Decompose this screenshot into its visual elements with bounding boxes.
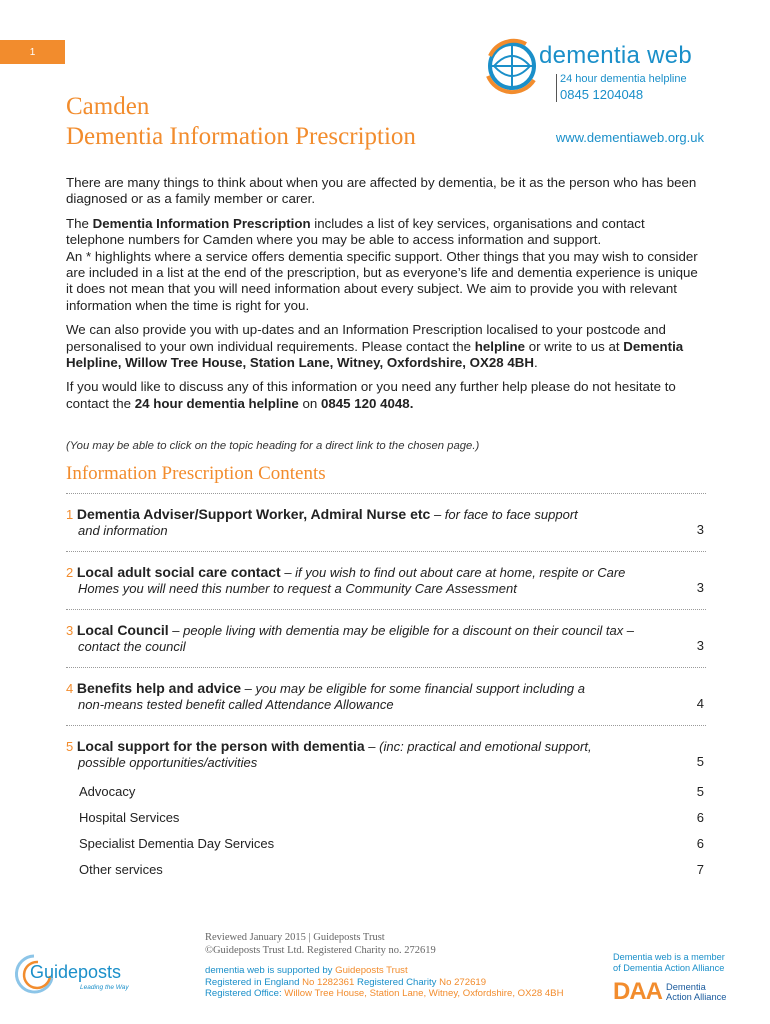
item-page: 4 [696, 696, 704, 711]
office-address: Willow Tree House, Station Lane, Witney, Oxfordshire, OX28 4BH [284, 988, 564, 999]
globe-icon [482, 36, 542, 96]
sub-item-day-services[interactable] [79, 835, 706, 861]
text: An * highlights where a service offers dementia specific support. Other things that you may wish to consider are included in a list at the end of the prescription, but as everyone’s life and dementia experience is unique it does not mean that you will need information about every subject. We aim to provide you with relevant information when the time is right for you. [66, 248, 698, 313]
link-note: (You may be able to click on the topic heading for a direct link to the chosen page.) [66, 440, 480, 453]
daa-membership [613, 952, 763, 1006]
contents-item-3[interactable] [66, 609, 706, 667]
sub-item-page: 6 [696, 836, 704, 851]
sub-item-hospital-services[interactable] [79, 809, 706, 835]
emphasis: helpline [474, 338, 525, 354]
item-page: 3 [696, 638, 704, 653]
item-number: 1 [66, 507, 74, 522]
contents-heading: Information Prescription Contents [66, 463, 326, 484]
daa-name [666, 982, 726, 1003]
reviewed-line: Reviewed January 2015 | Guideposts Trust [205, 932, 385, 943]
intro-paragraph-3 [66, 322, 706, 371]
item-page: 3 [696, 580, 704, 595]
text: . [533, 355, 538, 371]
logo-phone: 0845 1204048 [560, 87, 644, 102]
guideposts-logo [12, 948, 132, 998]
charity-number: No 272619 [439, 976, 487, 988]
item-description: – you may be eligible for some financial support including a [241, 681, 586, 696]
sub-item-advocacy[interactable] [79, 783, 706, 809]
page-number: 1 [29, 46, 36, 58]
guideposts-tagline: Leading the Way [80, 984, 129, 991]
logo-tagline: 24 hour dementia helpline [560, 73, 687, 85]
logo-name: dementia web [539, 42, 693, 69]
emphasis: 24 hour dementia helpline [134, 395, 299, 411]
item-title[interactable]: Local support for the person with dementia [76, 738, 365, 754]
item-title[interactable]: Dementia Adviser/Support Worker, Admiral Nurse etc [76, 506, 431, 522]
sub-item-label[interactable]: Advocacy [79, 784, 136, 799]
member-text [613, 952, 763, 974]
text: Dementia web is a member [613, 952, 725, 962]
text: of Dementia Action Alliance [613, 963, 725, 973]
item-number: 3 [66, 623, 74, 638]
item-number: 5 [66, 739, 74, 754]
intro-paragraph-4 [66, 379, 706, 412]
text: or write to us at [525, 338, 624, 354]
sub-item-label[interactable]: Hospital Services [79, 810, 180, 825]
item-title[interactable]: Local Council [76, 622, 169, 638]
page-title [66, 92, 416, 152]
title-line-1: Camden [66, 93, 150, 120]
item-description: – if you wish to find out about care at home, respite or Care [280, 565, 626, 580]
daa-mark: DAA [613, 978, 662, 1005]
intro-paragraph-2 [66, 216, 706, 314]
text: If you would like to discuss any of this information or you need any further help please do not hesitate to contact the [66, 379, 676, 411]
item-page: 3 [696, 522, 704, 537]
support-block [205, 965, 605, 1000]
address: Dementia Helpline, Willow Tree House, Station Lane, Witney, Oxfordshire, OX28 4BH [66, 338, 684, 371]
sub-item-page: 6 [696, 810, 704, 825]
intro-text [66, 175, 706, 463]
item-description-2: contact the council [78, 639, 186, 654]
text: We can also provide you with up-dates and an Information Prescription localised to your postcode and personalised to your own individual requirements. Please contact the [66, 322, 666, 354]
item-description-2: and information [78, 523, 168, 538]
daa-logo [613, 978, 763, 1006]
item-description: – people living with dementia may be eligible for a discount on their council tax – [168, 623, 635, 638]
item-title[interactable]: Benefits help and advice [76, 680, 242, 696]
copyright-line: ©Guideposts Trust Ltd. Registered Charity no. 272619 [205, 944, 436, 956]
item-page: 5 [696, 754, 704, 769]
dementia-web-logo[interactable] [482, 36, 722, 106]
text: on [298, 395, 321, 411]
text: The [66, 215, 93, 231]
intro-paragraph-1: There are many things to think about when you are affected by dementia, be it as the person who has been diagnosed or as a family member or carer. [66, 175, 697, 207]
title-line-2: Dementia Information Prescription [66, 123, 416, 150]
sub-item-label[interactable]: Specialist Dementia Day Services [79, 836, 275, 851]
contents-item-1[interactable] [66, 493, 706, 551]
item-description: – for face to face support [430, 507, 578, 522]
item-description-2: possible opportunities/activities [78, 755, 258, 770]
sub-item-page: 5 [696, 784, 704, 799]
helpline-number: 0845 120 4048. [320, 395, 414, 411]
sub-item-other-services[interactable] [79, 861, 706, 887]
sub-item-page: 7 [696, 862, 704, 877]
emphasis: Dementia Information Prescription [92, 215, 311, 231]
footer-info [205, 932, 605, 1000]
item-description-2: Homes you will need this number to request a Community Care Assessment [78, 581, 517, 596]
text: Registered in England [205, 976, 303, 988]
text: Action Alliance [666, 992, 727, 1002]
contents-sublist [66, 783, 706, 887]
item-description-2: non-means tested benefit called Attendance Allowance [78, 697, 394, 712]
company-number: No 1282361 [302, 976, 355, 988]
text: includes a list of key services, organisations and contact telephone numbers for Camden where you may be able to access information and support. [66, 215, 645, 248]
page-number-tab [0, 40, 65, 64]
text: Registered Office: [205, 988, 285, 999]
contents-item-2[interactable] [66, 551, 706, 609]
item-description: – (inc: practical and emotional support, [364, 739, 592, 754]
item-number: 2 [66, 565, 74, 580]
text: dementia web is supported by [205, 965, 336, 976]
text: Dementia [666, 981, 706, 992]
contents-item-5[interactable] [66, 725, 706, 783]
logo-divider [556, 74, 557, 102]
item-number: 4 [66, 681, 74, 696]
contents-item-4[interactable] [66, 667, 706, 725]
sub-item-label[interactable]: Other services [79, 862, 163, 877]
website-link[interactable]: www.dementiaweb.org.uk [555, 130, 704, 145]
item-title[interactable]: Local adult social care contact [76, 564, 281, 580]
guideposts-name: Guideposts [30, 962, 122, 982]
contents-list [66, 493, 706, 887]
supporter-name: Guideposts Trust [335, 965, 408, 976]
text: Registered Charity [354, 976, 440, 988]
